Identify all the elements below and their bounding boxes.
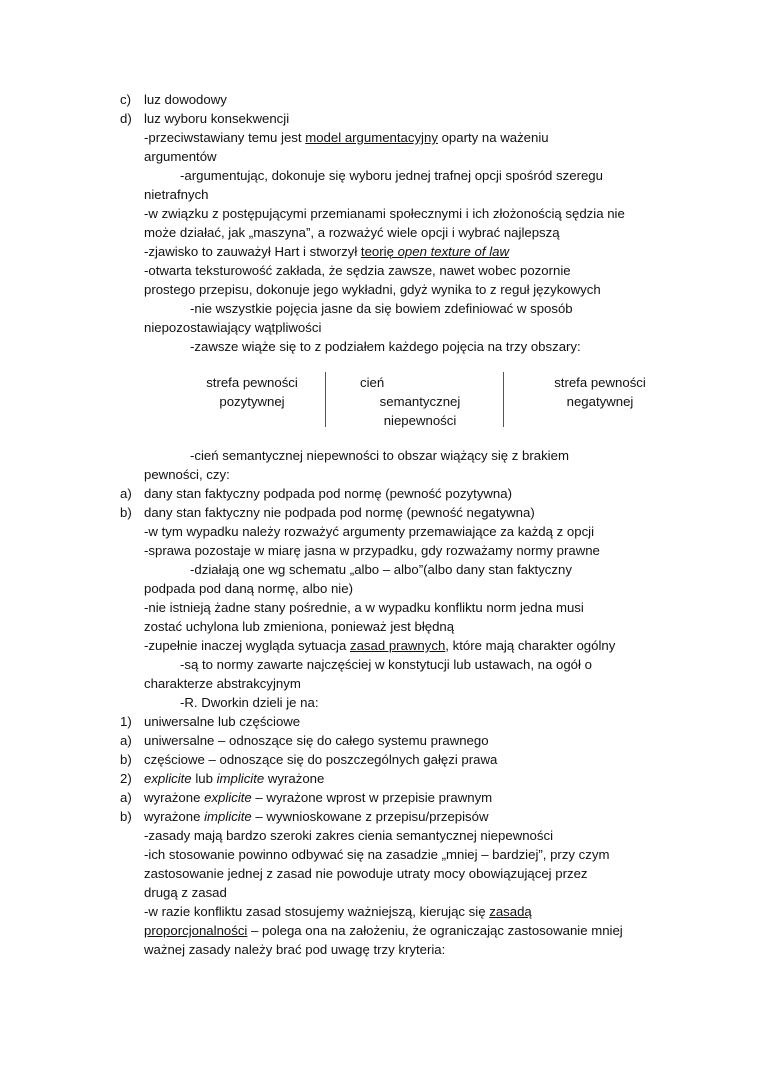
underlined-term: model argumentacyjny — [305, 130, 438, 145]
text-line: podpada pod daną normę, albo nie) — [144, 581, 353, 596]
text-line: wyrażone explicite – wyrażone wprost w przepisie prawnym — [144, 790, 493, 805]
text-line: wyrażone implicite – wywnioskowane z przepisu/przepisów — [144, 809, 489, 824]
text-line: -są to normy zawarte najczęściej w konstytucji lub ustawach, na ogół o — [180, 657, 592, 672]
table-divider — [503, 372, 504, 427]
text-line: pewności, czy: — [144, 467, 230, 482]
text-line: -argumentując, dokonuje się wyboru jednej trafnej opcji spośród szeregu — [180, 168, 603, 183]
text-line: -zawsze wiąże się to z podziałem każdego pojęcia na trzy obszary: — [190, 339, 581, 354]
text-line: -zjawisko to zauważył Hart i stworzył teorię open texture of law — [144, 244, 510, 259]
text-line: -w tym wypadku należy rozważyć argumenty przemawiające za każdą z opcji — [144, 524, 595, 539]
list-marker: b) — [120, 752, 132, 767]
underlined-term: zasadą — [489, 904, 532, 919]
list-marker: a) — [120, 790, 132, 805]
underlined-term: proporcjonalności — [144, 923, 248, 938]
text-line: dany stan faktyczny podpada pod normę (pewność pozytywna) — [144, 486, 512, 501]
list-marker: a) — [120, 486, 132, 501]
text-line: -zupełnie inaczej wygląda sytuacja zasad prawnych, które mają charakter ogólny — [144, 638, 616, 653]
text-line: -cień semantycznej niepewności to obszar wiążący się z brakiem — [190, 448, 569, 463]
text-line: -nie wszystkie pojęcia jasne da się bowiem zdefiniować w sposób — [190, 301, 573, 316]
text-line: nietrafnych — [144, 187, 209, 202]
table-divider — [325, 372, 326, 427]
underlined-term: teorię open texture of law — [360, 244, 510, 259]
text-line: prostego przepisu, dokonuje jego wykładni, gdyż wynika to z reguł językowych — [144, 282, 601, 297]
text-line: -w razie konfliktu zasad stosujemy ważniejszą, kierując się zasadą — [144, 904, 532, 919]
text-line: może działać, jak „maszyna”, a rozważyć wiele opcji i wybrać najlepszą — [144, 225, 560, 240]
text-line: -nie istnieją żadne stany pośrednie, a w wypadku konfliktu norm jedna musi — [144, 600, 584, 615]
list-marker: d) — [120, 111, 132, 126]
text-line: -otwarta teksturowość zakłada, że sędzia zawsze, nawet wobec pozornie — [144, 263, 571, 278]
zone-shadow: cień semantycznej niepewności — [360, 375, 461, 428]
text-line: -ich stosowanie powinno odbywać się na zasadzie „mniej – bardziej”, przy czym — [144, 847, 610, 862]
text-line: częściowe – odnoszące się do poszczególnych gałęzi prawa — [144, 752, 498, 767]
text-line: -działają one wg schematu „albo – albo”(albo dany stan faktyczny — [190, 562, 572, 577]
text-line: proporcjonalności – polega ona na założeniu, że ograniczając zastosowanie mniej — [144, 923, 623, 938]
text-line: uniwersalne lub częściowe — [144, 714, 301, 729]
list-marker: c) — [120, 92, 131, 107]
text-line: drugą z zasad — [144, 885, 227, 900]
text-line: niepozostawiający wątpliwości — [144, 320, 322, 335]
list-marker: b) — [120, 505, 132, 520]
list-marker: 1) — [120, 714, 132, 729]
list-marker: 2) — [120, 771, 132, 786]
text-line: charakterze abstrakcyjnym — [144, 676, 301, 691]
text-line: uniwersalne – odnoszące się do całego systemu prawnego — [144, 733, 489, 748]
text-line: ważnej zasady należy brać pod uwagę trzy kryteria: — [144, 942, 446, 957]
list-marker: a) — [120, 733, 132, 748]
text-line: zastosowanie jednej z zasad nie powoduje utraty mocy obowiązującej przez — [144, 866, 588, 881]
text-line: luz dowodowy — [144, 92, 227, 107]
text-line: -w związku z postępującymi przemianami społecznymi i ich złożonością sędzia nie — [144, 206, 625, 221]
text-line: -R. Dworkin dzieli je na: — [180, 695, 319, 710]
zone-negative: strefa pewności negatywnej — [554, 375, 646, 409]
zone-positive: strefa pewności pozytywnej — [206, 375, 298, 409]
text-line: explicite lub implicite wyrażone — [144, 771, 325, 786]
text-line: zostać uchylona lub zmieniona, ponieważ jest błędną — [144, 619, 455, 634]
underlined-term: zasad prawnych — [349, 638, 446, 653]
text-line: luz wyboru konsekwencji — [144, 111, 290, 126]
text-line: argumentów — [144, 149, 217, 164]
text-line: -zasady mają bardzo szeroki zakres cienia semantycznej niepewności — [144, 828, 553, 843]
text-line: -sprawa pozostaje w miarę jasna w przypadku, gdy rozważamy normy prawne — [144, 543, 600, 558]
text-line: dany stan faktyczny nie podpada pod normę (pewność negatywna) — [144, 505, 535, 520]
list-marker: b) — [120, 809, 132, 824]
text-line: -przeciwstawiany temu jest model argumentacyjny oparty na ważeniu — [144, 130, 549, 145]
